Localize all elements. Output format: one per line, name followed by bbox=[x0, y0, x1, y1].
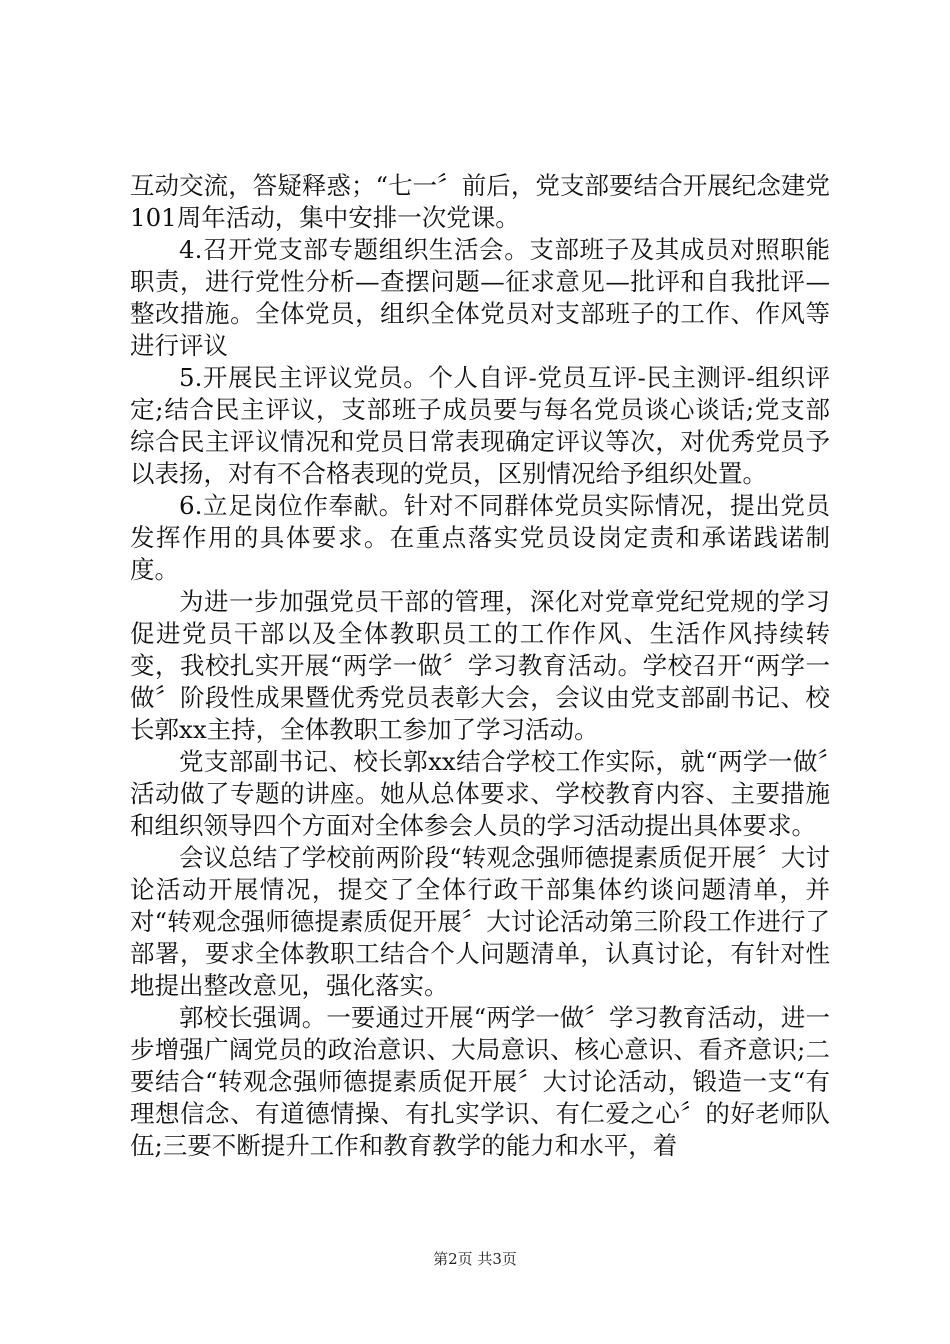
paragraph-3: 5.开展民主评议党员。个人自评-党员互评-民主测评-组织评定;结合民主评议，支部班子成员要与每名党员谈心谈话;党支部综合民主评议情况和党员日常表现确定评议等次，对优秀党员予以表扬，对有不合格表现的党员，区别情况给予组织处置。 bbox=[130, 363, 830, 488]
page-number-footer: 第2页 共3页 bbox=[433, 1250, 517, 1268]
paragraph-7: 会议总结了学校前两阶段“转观念强师德提素质促开展〞大讨论活动开展情况，提交了全体行政干部集体约谈问题清单，并对“转观念强师德提素质促开展〞大讨论活动第三阶段工作进行了部署，要求全体教职工结合个人问题清单，认真讨论，有针对性地提出整改意见，强化落实。 bbox=[130, 843, 830, 1000]
paragraph-1: 互动交流，答疑释惑；“七一〞前后，党支部要结合开展纪念建党101周年活动，集中安排一次党课。 bbox=[130, 171, 830, 232]
document-body bbox=[130, 170, 830, 1162]
paragraph-4: 6.立足岗位作奉献。针对不同群体党员实际情况，提出党员发挥作用的具体要求。在重点落实党员设岗定责和承诺践诺制度。 bbox=[130, 491, 830, 584]
paragraph-2: 4.召开党支部专题组织生活会。支部班子及其成员对照职能职责，进行党性分析—查摆问题—征求意见—批评和自我批评—整改措施。全体党员，组织全体党员对支部班子的工作、作风等进行评议 bbox=[130, 235, 830, 360]
paragraph-8: 郭校长强调。一要通过开展“两学一做〞学习教育活动，进一步增强广阔党员的政治意识、大局意识、核心意识、看齐意识;二要结合“转观念强师德提素质促开展〞大讨论活动，锻造一支“有理想信念、有道德情操、有扎实学识、有仁爱之心〞的好老师队伍;三要不断提升工作和教育教学的能力和水平，着 bbox=[130, 1003, 830, 1160]
paragraph-5: 为进一步加强党员干部的管理，深化对党章党纪党规的学习促进党员干部以及全体教职员工的工作作风、生活作风持续转变，我校扎实开展“两学一做〞学习教育活动。学校召开“两学一做〞阶段性成果暨优秀党员表彰大会，会议由党支部副书记、校长郭xx主持，全体教职工参加了学习活动。 bbox=[130, 587, 830, 744]
paragraph-6: 党支部副书记、校长郭xx结合学校工作实际，就“两学一做〞活动做了专题的讲座。她从总体要求、学校教育内容、主要措施和组织领导四个方面对全体参会人员的学习活动提出具体要求。 bbox=[130, 747, 830, 840]
